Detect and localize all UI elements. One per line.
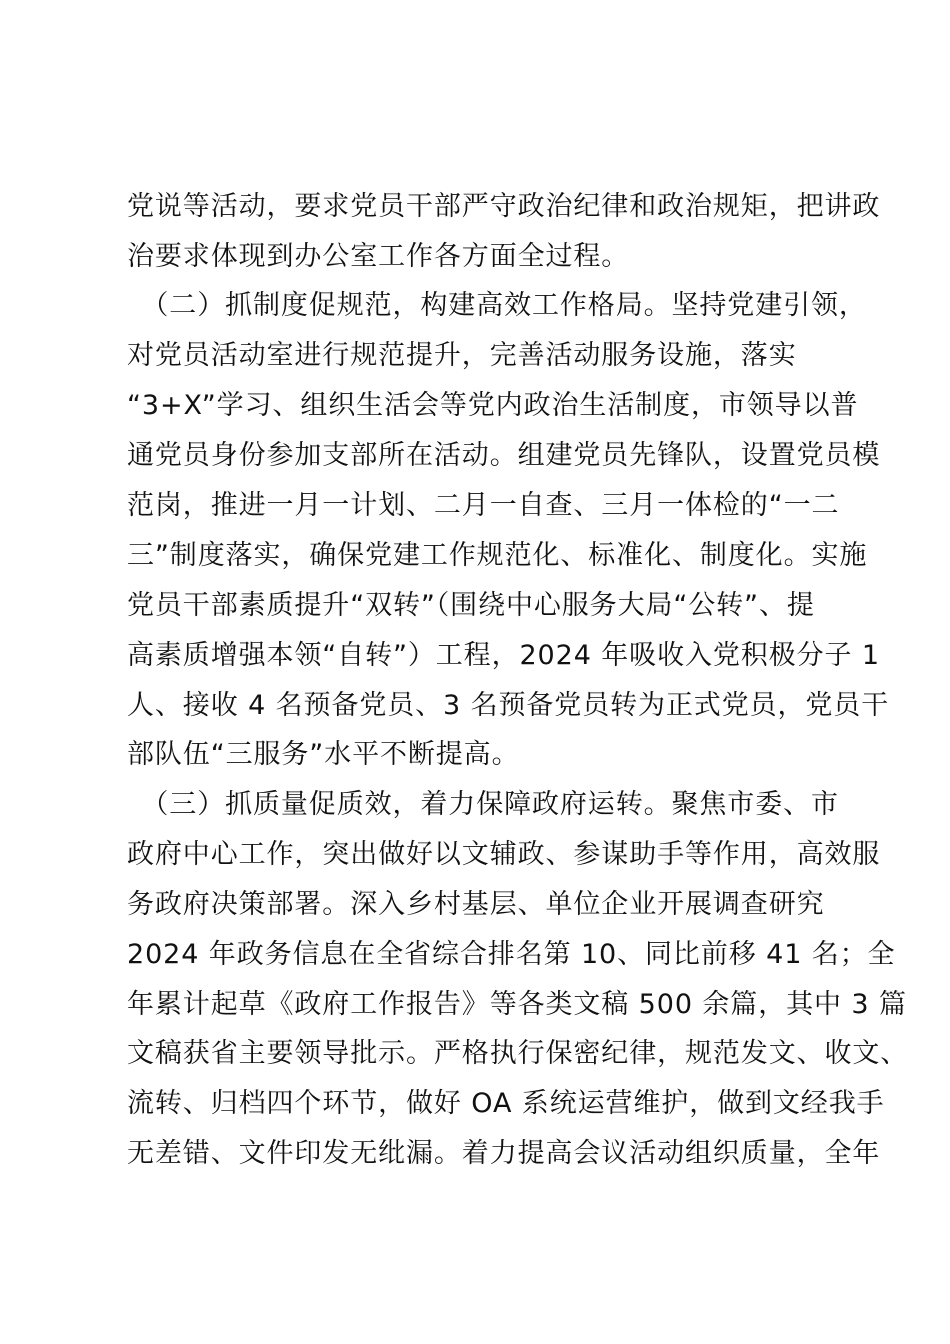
text-line: 部队伍“三服务”水平不断提高。 bbox=[127, 739, 520, 770]
text-line: 治要求体现到办公室工作各方面全过程。 bbox=[127, 241, 630, 272]
text-line: 人、接收 4 名预备党员、3 名预备党员转为正式党员，党员干 bbox=[127, 690, 890, 721]
text-line: 文稿获省主要领导批示。严格执行保密纪律，规范发文、收文、 bbox=[127, 1038, 909, 1069]
text-line: 务政府决策部署。深入乡村基层、单位企业开展调查研究 bbox=[127, 889, 825, 920]
text-line: 政府中心工作，突出做好以文辅政、参谋助手等作用，高效服 bbox=[127, 839, 881, 870]
text-line: 年累计起草《政府工作报告》等各类文稿 500 余篇，其中 3 篇 bbox=[127, 989, 907, 1020]
text-line: 无差错、文件印发无纰漏。着力提高会议活动组织质量，全年 bbox=[127, 1138, 881, 1169]
text-line: “3+X”学习、组织生活会等党内政治生活制度，市领导以普 bbox=[127, 390, 859, 421]
text-line: 三”制度落实，确保党建工作规范化、标准化、制度化。实施 bbox=[127, 540, 868, 571]
text-line: 2024 年政务信息在全省综合排名第 10、同比前移 41 名；全 bbox=[127, 939, 896, 970]
text-line: 高素质增强本领“自转”）工程，2024 年吸收入党积极分子 1 bbox=[127, 640, 880, 671]
text-line: 范岗，推进一月一计划、二月一自查、三月一体检的“一二 bbox=[127, 490, 840, 521]
text-line: 通党员身份参加支部所在活动。组建党员先锋队，设置党员模 bbox=[127, 440, 881, 471]
text-line: 对党员活动室进行规范提升，完善活动服务设施，落实 bbox=[127, 340, 797, 371]
text-line: 党员干部素质提升“双转”（围绕中心服务大局“公转”、提 bbox=[127, 590, 815, 621]
text-line: 党说等活动，要求党员干部严守政治纪律和政治规矩，把讲政 bbox=[127, 191, 881, 222]
text-line: 流转、归档四个环节，做好 OA 系统运营维护，做到文经我手 bbox=[127, 1088, 885, 1119]
paragraph-heading-line: （二）抓制度促规范，构建高效工作格局。坚持党建引领， bbox=[127, 290, 867, 321]
paragraph-heading-line: （三）抓质量促质效，着力保障政府运转。聚焦市委、市 bbox=[127, 789, 839, 820]
